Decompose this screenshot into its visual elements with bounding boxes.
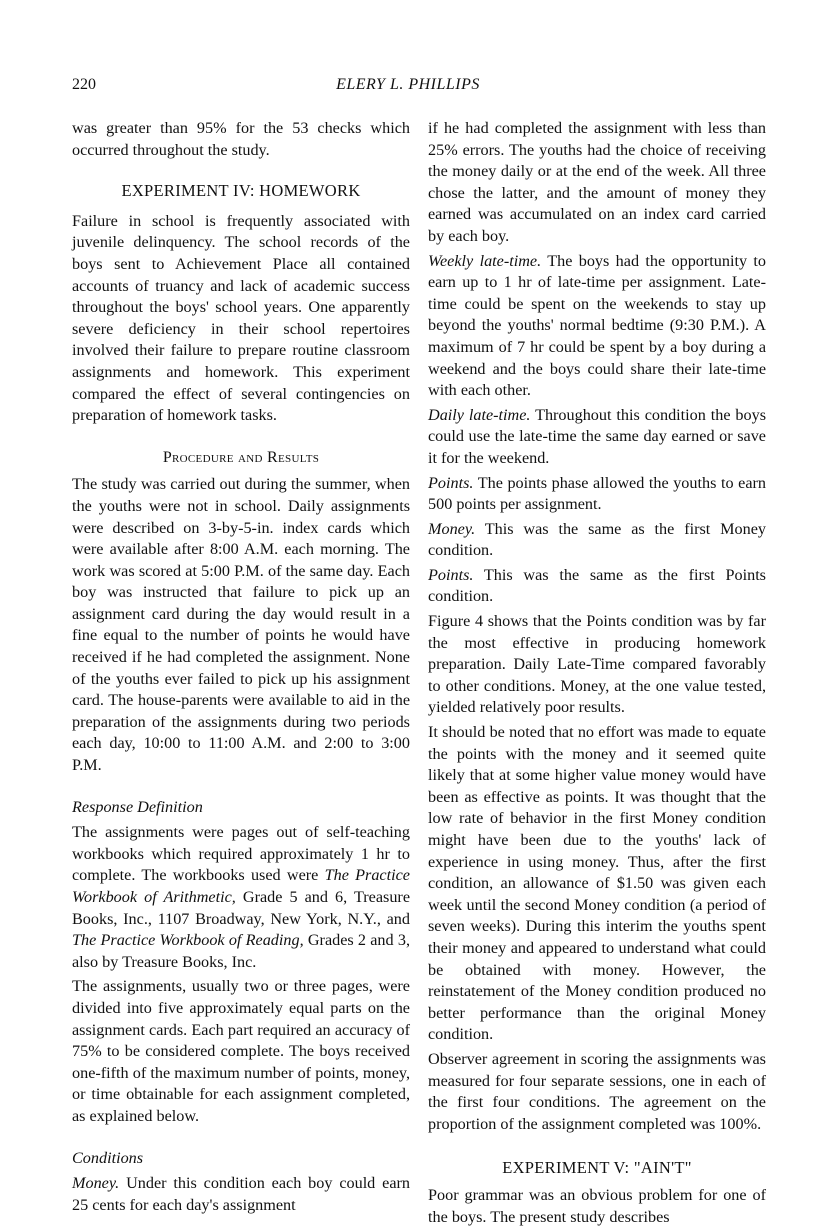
run-in-label: Weekly late-time. xyxy=(428,251,542,270)
run-in-label: Points. xyxy=(428,473,474,492)
running-title: ELERY L. PHILLIPS xyxy=(336,76,480,93)
text-run: Throughout this condition the boys could use the late-time the same day earned or save it for the weekend. xyxy=(428,405,767,467)
subheading-conditions: Conditions xyxy=(72,1148,144,1167)
text-run: Under this condition each boy could earn 25 cents for each day's assignment xyxy=(72,1174,410,1214)
text-run: The boys had the opportunity to earn up to 1 hr of late-time per assignment. Late-time could be spent on the weekends to stay up beyond the youths' normal bedtime (9:30 P.M.). A maximum of 7 hr could be spent by a boy during a weekend and the boys could share their late-time with each other. xyxy=(428,251,766,400)
text-run: Grade 5 and 6, Treasure Books, Inc., 1107 Broadway, New York, N.Y., and xyxy=(72,888,411,928)
paragraph: Poor grammar was an obvious problem for one of the boys. The present study describes xyxy=(428,1185,766,1226)
paragraph xyxy=(428,251,766,402)
paragraph: was greater than 95% for the 53 checks which occurred throughout the study. xyxy=(72,119,410,159)
paragraph: Failure in school is frequently associated with juvenile delinquency. The school records of the boys sent to Achievement Place all contained accounts of truancy and lack of academic success throughout the boys' school years. One apparently severe deficiency in their school repertoires involved their failure to prepare routine classroom assignments and homework. This experiment compared the effect of several contingencies on preparation of homework tasks. xyxy=(72,211,410,425)
run-in-label: Money. xyxy=(428,519,476,538)
text-run: The assignments were pages out of self-teaching workbooks which required approximately 1 hr to complete. The workbooks used were xyxy=(72,823,410,885)
paragraph: The study was carried out during the summer, when the youths were not in school. Daily assignments were described on 3-by-5-in. index cards which were available after 8:00 A.M. each morning. The work was scored at 5:00 P.M. of the same day. Each boy was instructed that failure to pick up an assignment card during the day would result in a fine equal to the number of points he would have received if he had completed the assignment. None of the youths ever failed to pick up his assignment card. The house-parents were available to aid in the preparation of the assignments during two periods each day, 10:00 to 11:00 A.M. and 2:00 to 3:00 P.M. xyxy=(72,475,410,775)
paragraph xyxy=(428,565,766,608)
page-number: 220 xyxy=(72,76,96,93)
book-title: The Practice Workbook of Arithmetic, xyxy=(72,866,410,906)
text-run: Grades 2 and 3, also by Treasure Books, Inc. xyxy=(72,931,410,971)
paragraph xyxy=(428,473,766,516)
paragraph xyxy=(428,519,766,562)
section-heading-experiment-v: EXPERIMENT V: "AIN'T" xyxy=(502,1158,692,1178)
text-run: This was the same as the first Money condition. xyxy=(428,519,766,560)
subheading-procedure-results: Procedure and Results xyxy=(162,448,320,466)
paragraph xyxy=(428,405,766,470)
right-column xyxy=(428,118,766,1228)
text-run: The points phase allowed the youths to earn 500 points per assignment. xyxy=(428,473,766,514)
subheading-response-definition: Response Definition xyxy=(72,797,203,816)
run-in-label: Daily late-time. xyxy=(428,405,531,424)
left-column xyxy=(72,118,410,1216)
paragraph xyxy=(72,1173,410,1216)
paragraph xyxy=(72,822,410,973)
paragraph: if he had completed the assignment with less than 25% errors. The youths had the choice of receiving the money daily or at the end of the week. All three chose the latter, and the amount of money they earned was accumulated on an index card carried by each boy. xyxy=(428,119,766,245)
paragraph: The assignments, usually two or three pages, were divided into five approximately equal parts on the assignment cards. Each part required an accuracy of 75% to be considered complete. The boys received one-fifth of the maximum number of points, money, or time obtainable for each assignment completed, as explained below. xyxy=(72,977,410,1125)
book-title: The Practice Workbook of Reading, xyxy=(72,931,304,950)
paragraph: Figure 4 shows that the Points condition was by far the most effective in producing homework preparation. Daily Late-Time compared favorably to other conditions. Money, at the one value tested, yielded relatively poor results. xyxy=(428,612,766,717)
run-in-label: Points. xyxy=(428,565,474,584)
section-heading-experiment-iv: EXPERIMENT IV: HOMEWORK xyxy=(121,181,361,201)
text-run: This was the same as the first Points condition. xyxy=(428,565,766,606)
paragraph: It should be noted that no effort was made to equate the points with the money and it seemed quite likely that at some higher value money would have been as effective as points. It was thought that the low rate of behavior in the first Money condition might have been due to the youths' lack of experience in using money. Thus, after the first condition, an allowance of $1.50 was given each week until the second Money condition (a period of seven weeks). During this interim the youths spent their money and appeared to understand what could be obtained with money. However, the reinstatement of the Money condition produced no better performance than the original Money condition. xyxy=(428,723,766,1044)
run-in-label: Money. xyxy=(72,1174,120,1193)
paragraph: Observer agreement in scoring the assignments was measured for four separate sessions, one in each of the first four conditions. The agreement on the proportion of the assignment completed was 100%. xyxy=(428,1049,766,1133)
